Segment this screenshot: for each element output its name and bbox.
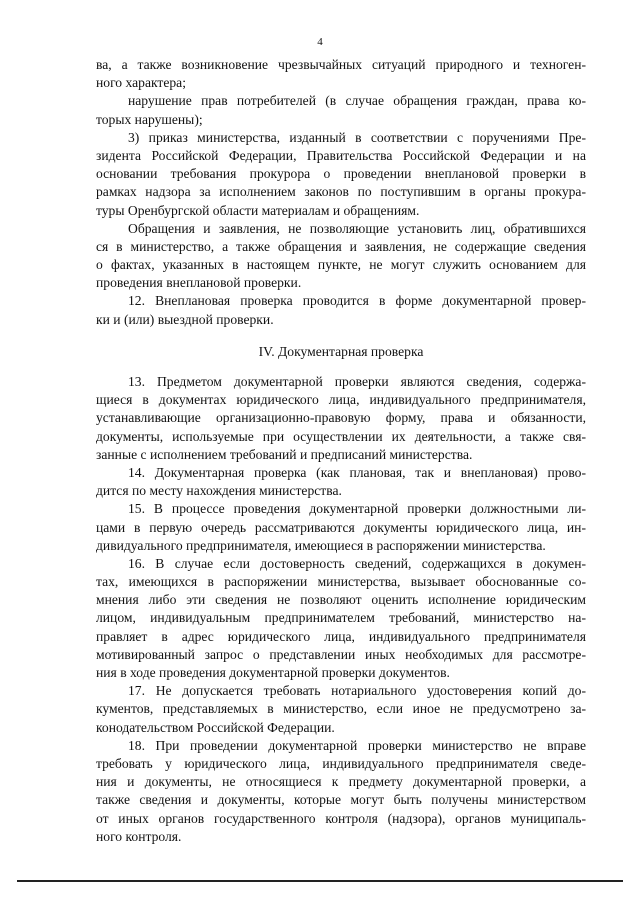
text-line: ного характера; bbox=[96, 75, 186, 91]
text-line: цами в первую очередь рассматриваются документы юридического лица, ин- bbox=[96, 519, 586, 535]
text-line: мнения либо эти сведения не позволяют оценить исполнение юридическим bbox=[96, 592, 586, 608]
text-line: 12. Внеплановая проверка проводится в форме документарной провер- bbox=[128, 293, 586, 309]
page-number: 4 bbox=[317, 36, 323, 48]
text-line: торых нарушены); bbox=[96, 111, 203, 127]
text-line: 3) приказ министерства, изданный в соответствии с поручениями Пре- bbox=[128, 129, 586, 145]
document-body bbox=[96, 56, 586, 846]
text-line: лицом, индивидуальным предпринимателем требований, министерство на- bbox=[96, 610, 586, 626]
text-line: ния и документы, не относящиеся к предмету документарной проверки, а bbox=[96, 774, 586, 790]
text-line: тах, имеющихся в распоряжении министерства, вызывает обоснованные со- bbox=[96, 574, 586, 590]
text-line: рамках надзора за исполнением законов по поступившим в органы прокура- bbox=[96, 184, 586, 200]
text-line: Обращения и заявления, не позволяющие установить лиц, обратившихся bbox=[128, 220, 586, 236]
text-line: устанавливающие организационно-правовую форму, права и обязанности, bbox=[96, 410, 586, 426]
text-line: документы, используемые при осуществлении их деятельности, а также свя- bbox=[96, 428, 586, 444]
text-line: занные с исполнением требований и предписаний министерства. bbox=[96, 446, 473, 462]
text-line: правляет в адрес юридического лица, индивидуального предпринимателя bbox=[96, 628, 586, 644]
text-line: ки и (или) выездной проверки. bbox=[96, 311, 274, 327]
text-line: щиеся в документах юридического лица, индивидуального предпринимателя, bbox=[96, 392, 586, 408]
text-line: ния в ходе проведения документарной проверки документов. bbox=[96, 665, 450, 680]
text-line: основании требования прокурора о проведении внеплановой проверки в bbox=[96, 166, 586, 182]
section-heading: IV. Документарная проверка bbox=[258, 343, 424, 359]
text-line: кументов, представляемых в министерство, если иное не предусмотрено за- bbox=[96, 701, 586, 717]
text-line: 13. Предметом документарной проверки являются сведения, содержа- bbox=[128, 374, 586, 389]
text-line: зидента Российской Федерации, Правительства Российской Федерации и на bbox=[96, 147, 586, 163]
text-line: 14. Документарная проверка (как плановая, так и внеплановая) прово- bbox=[128, 464, 586, 480]
text-line: мотивированный запрос о представлении иных необходимых для рассмотре- bbox=[96, 646, 586, 662]
text-line: 16. В случае если достоверность сведений, содержащихся в докумен- bbox=[128, 555, 586, 571]
text-line: от иных органов государственного контроля (надзора), органов муниципаль- bbox=[96, 810, 586, 826]
text-line: требовать у юридического лица, индивидуального предпринимателя сведе- bbox=[96, 755, 586, 771]
text-line: нарушение прав потребителей (в случае обращения граждан, права ко- bbox=[128, 93, 586, 109]
text-line: дивидуального предпринимателя, имеющиеся в распоряжении министерства. bbox=[96, 537, 546, 553]
text-line: 17. Не допускается требовать нотариального удостоверения копий до- bbox=[128, 683, 586, 699]
text-line: проведения внеплановой проверки. bbox=[96, 275, 302, 291]
bottom-divider bbox=[17, 880, 623, 882]
text-line: ного контроля. bbox=[96, 828, 182, 844]
text-line: 15. В процессе проведения документарной проверки должностными ли- bbox=[128, 501, 586, 517]
text-line: ся в министерство, а также обращения и заявления, не содержащие сведения bbox=[96, 238, 586, 254]
text-line: 18. При проведении документарной проверки министерство не вправе bbox=[128, 737, 586, 753]
text-line: также сведения и документы, которые могут быть получены министерством bbox=[96, 792, 586, 808]
text-line: ва, а также возникновение чрезвычайных ситуаций природного и техноген- bbox=[96, 57, 586, 72]
text-line: дится по месту нахождения министерства. bbox=[96, 483, 342, 499]
text-line: о фактах, указанных в настоящем пункте, не могут служить основанием для bbox=[96, 257, 586, 273]
text-line: конодательством Российской Федерации. bbox=[96, 719, 335, 735]
text-line: туры Оренбургской области материалам и обращениям. bbox=[96, 202, 420, 218]
